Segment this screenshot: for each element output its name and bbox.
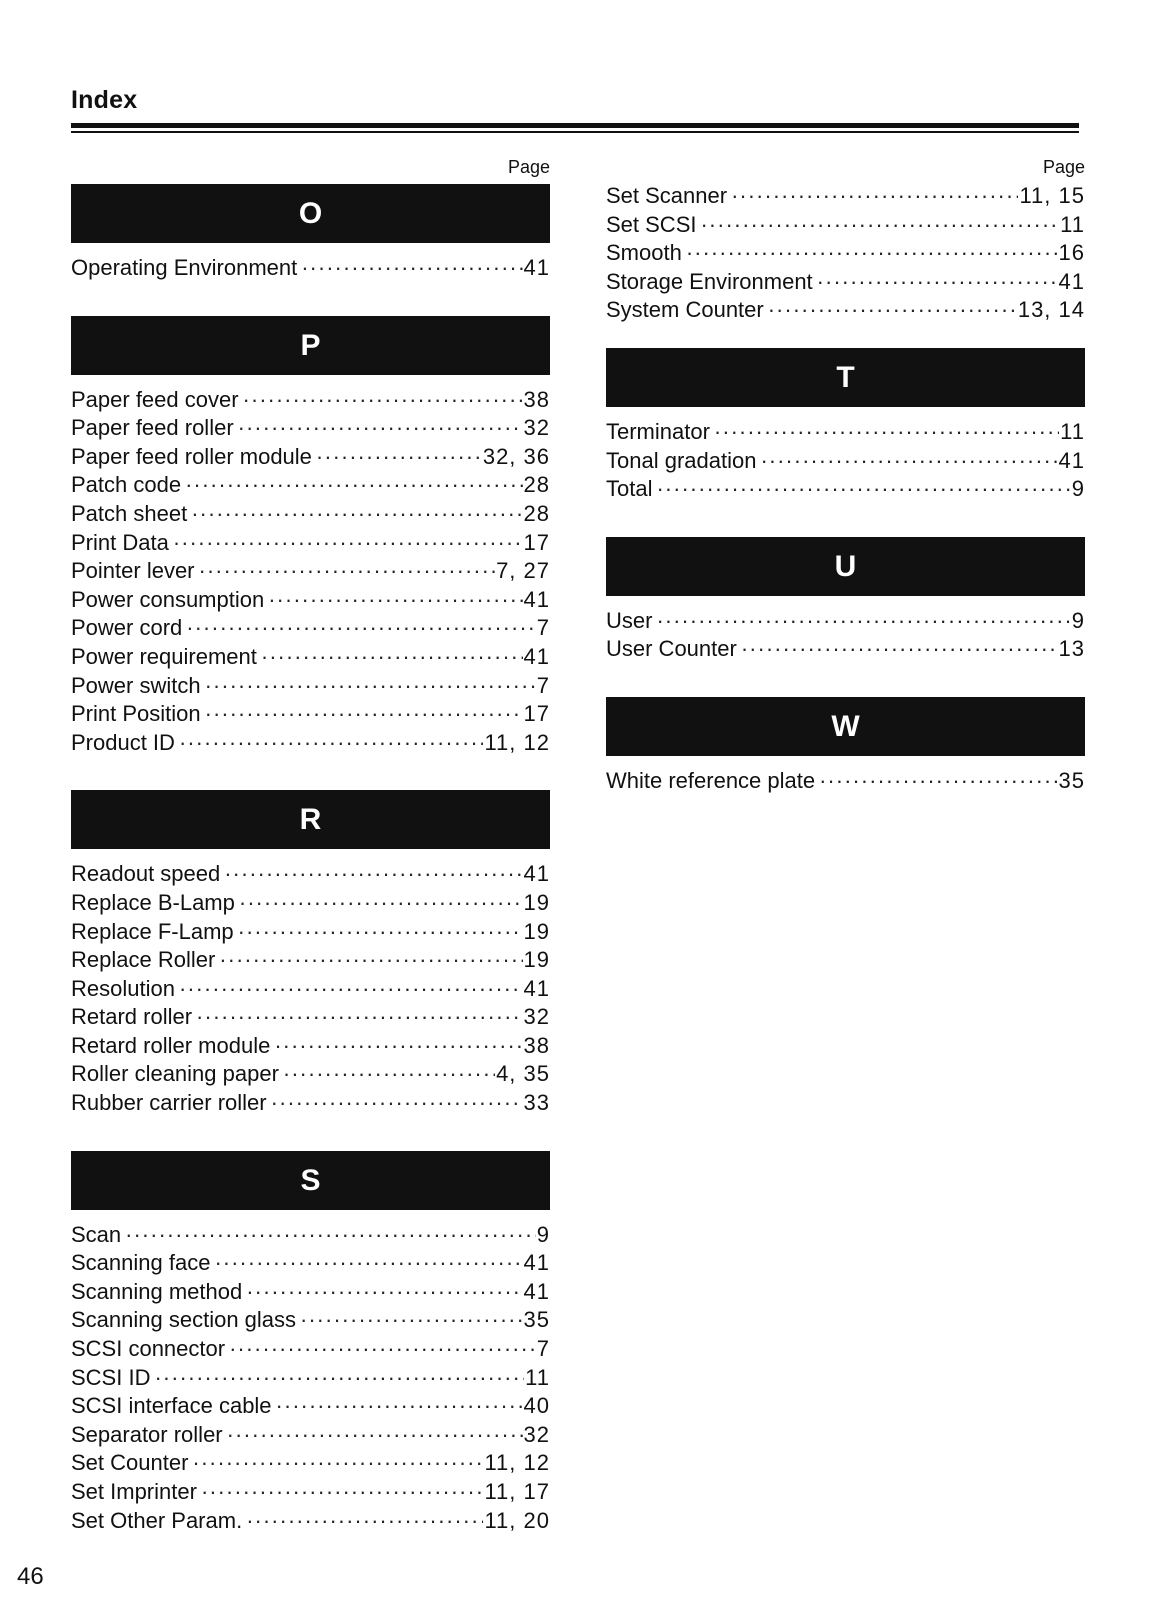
entry-term: Patch code <box>71 472 182 498</box>
entry-term: Readout speed <box>71 861 221 887</box>
entry-page: 11, 17 <box>484 1479 550 1504</box>
dot-leader <box>741 635 1058 664</box>
index-entry <box>71 586 550 615</box>
section-letter-heading: O <box>71 184 550 243</box>
entry-page: 32 <box>523 1004 550 1030</box>
section-letter-heading: W <box>606 697 1085 756</box>
entry-term: Scanning method <box>71 1278 243 1304</box>
section-letter-heading: S <box>71 1151 550 1210</box>
entry-term: Product ID <box>71 729 175 755</box>
entry-page: 11, 12 <box>484 1450 550 1476</box>
dot-leader <box>173 529 523 558</box>
page-title: Index <box>71 86 138 114</box>
dot-leader <box>656 475 1070 504</box>
index-entry <box>606 211 1085 240</box>
entry-page: 11 <box>1060 418 1085 444</box>
dot-leader <box>300 1306 522 1335</box>
dot-leader <box>656 607 1070 636</box>
index-entry <box>71 1507 550 1536</box>
entry-page: 11, 12 <box>484 729 550 755</box>
entry-term: Paper feed cover <box>71 386 239 412</box>
index-entry <box>71 1060 550 1089</box>
entry-term: Pointer lever <box>71 558 195 584</box>
entry-page: 41 <box>523 643 550 669</box>
dot-leader <box>714 418 1059 447</box>
entry-page: 19 <box>523 889 550 915</box>
entry-page: 7 <box>536 615 550 641</box>
entry-term: Set SCSI <box>606 211 697 237</box>
index-entry <box>71 1364 550 1393</box>
index-entry <box>71 500 550 529</box>
dot-leader <box>224 860 522 889</box>
entry-term: Replace B-Lamp <box>71 889 235 915</box>
index-entry <box>71 471 550 500</box>
index-entry <box>71 1221 550 1250</box>
entry-term: Patch sheet <box>71 500 188 526</box>
index-entry <box>71 1421 550 1450</box>
index-entry <box>71 918 550 947</box>
entry-page: 13 <box>1058 636 1085 662</box>
index-entry <box>606 607 1085 636</box>
entry-page: 19 <box>523 947 550 973</box>
dot-leader <box>179 729 484 758</box>
dot-leader <box>205 700 523 729</box>
entry-page: 7 <box>536 1336 550 1362</box>
dot-leader <box>274 1032 522 1061</box>
index-entry <box>71 529 550 558</box>
entry-term: Scan <box>71 1221 122 1247</box>
dot-leader <box>238 414 523 443</box>
entry-page: 9 <box>536 1221 550 1247</box>
entry-term: Scanning section glass <box>71 1307 297 1333</box>
index-entry <box>71 557 550 586</box>
index-entry <box>71 975 550 1004</box>
continued-entries <box>606 182 1085 325</box>
entry-page: 35 <box>523 1307 550 1333</box>
entry-term: Set Imprinter <box>71 1479 197 1504</box>
entry-page: 4, 35 <box>496 1061 550 1087</box>
entry-term: Power consumption <box>71 586 265 612</box>
entry-page: 11 <box>1060 211 1085 237</box>
entry-page: 41 <box>523 861 550 887</box>
page-column-label: Page <box>1042 157 1085 177</box>
section-gap <box>71 283 550 313</box>
index-entry <box>71 672 550 701</box>
section-letter-heading: T <box>606 348 1085 407</box>
entry-term: Operating Environment <box>71 255 298 280</box>
section-letter-heading: U <box>606 537 1085 596</box>
entry-term: Power switch <box>71 672 201 698</box>
header-rule-thin <box>71 131 1079 133</box>
index-entry <box>71 946 550 975</box>
entry-page: 7, 27 <box>496 558 550 584</box>
entry-term: Replace Roller <box>71 947 216 973</box>
dot-leader <box>201 1478 484 1507</box>
entry-term: Smooth <box>606 240 682 266</box>
entry-page: 38 <box>523 386 550 412</box>
index-entry <box>71 1089 550 1118</box>
index-entry <box>71 700 550 729</box>
entry-page: 35 <box>1058 767 1085 793</box>
index-entry <box>71 1306 550 1335</box>
entry-term: Set Scanner <box>606 183 728 208</box>
entry-term: Power cord <box>71 615 183 641</box>
entry-page: 41 <box>523 586 550 612</box>
entry-term: User <box>606 607 653 633</box>
entry-term: Print Position <box>71 701 201 727</box>
entry-page: 11, 15 <box>1019 183 1085 208</box>
index-entry <box>71 889 550 918</box>
entry-term: Rubber carrier roller <box>71 1090 267 1116</box>
dot-leader <box>731 182 1018 211</box>
entry-term: Terminator <box>606 418 710 444</box>
entry-page: 41 <box>523 1250 550 1276</box>
entry-term: SCSI ID <box>71 1364 151 1390</box>
entry-page: 41 <box>523 255 550 280</box>
index-entry <box>71 1335 550 1364</box>
entry-term: User Counter <box>606 636 737 662</box>
entry-term: Separator roller <box>71 1421 223 1447</box>
index-column-right <box>606 153 1085 796</box>
dot-leader <box>227 1421 523 1450</box>
dot-leader <box>239 889 523 918</box>
dot-leader <box>271 1089 523 1118</box>
index-entry <box>606 767 1085 796</box>
dot-leader <box>316 443 482 472</box>
index-column-left <box>71 153 550 1535</box>
page-number: 46 <box>17 1563 44 1590</box>
index-entry <box>71 643 550 672</box>
index-entry <box>606 418 1085 447</box>
section-gap <box>606 664 1085 694</box>
entry-term: Resolution <box>71 975 175 1001</box>
section-letter-heading: P <box>71 316 550 375</box>
entry-term: Replace F-Lamp <box>71 918 234 944</box>
section-gap <box>71 757 550 787</box>
entry-page: 28 <box>523 472 550 498</box>
index-entry <box>71 254 550 283</box>
dot-leader <box>243 386 523 415</box>
dot-leader <box>246 1507 483 1536</box>
section-gap <box>606 325 1085 345</box>
section-letter-heading: R <box>71 790 550 849</box>
entry-term: Print Data <box>71 529 169 555</box>
index-entry <box>606 635 1085 664</box>
index-entry <box>71 414 550 443</box>
index-entry <box>606 447 1085 476</box>
index-entry <box>71 1478 550 1507</box>
index-entry <box>71 443 550 472</box>
dot-leader <box>205 672 536 701</box>
entry-page: 9 <box>1071 476 1085 502</box>
dot-leader <box>261 643 523 672</box>
index-entry <box>71 1003 550 1032</box>
dot-leader <box>819 767 1057 796</box>
entry-term: Retard roller <box>71 1004 193 1030</box>
entry-page: 16 <box>1058 240 1085 266</box>
section-gap <box>606 504 1085 534</box>
index-entry <box>71 1278 550 1307</box>
entry-term: SCSI interface cable <box>71 1393 272 1419</box>
dot-leader <box>276 1392 523 1421</box>
entry-page: 9 <box>1071 607 1085 633</box>
entry-page: 33 <box>523 1090 550 1116</box>
index-entry <box>71 1449 550 1478</box>
index-entry <box>606 268 1085 297</box>
dot-leader <box>768 296 1017 325</box>
entry-page: 11 <box>525 1364 550 1390</box>
dot-leader <box>125 1221 536 1250</box>
page-column-label: Page <box>507 157 550 177</box>
entry-term: Paper feed roller <box>71 415 234 441</box>
dot-leader <box>700 211 1059 240</box>
entry-page: 41 <box>1058 447 1085 473</box>
entry-page: 7 <box>536 672 550 698</box>
entry-term: Set Other Param. <box>71 1507 243 1533</box>
entry-term: Retard roller module <box>71 1032 271 1058</box>
entry-term: Tonal gradation <box>606 447 757 473</box>
index-entry <box>71 386 550 415</box>
entry-term: System Counter <box>606 297 764 323</box>
section-gap <box>71 1118 550 1148</box>
entry-page: 19 <box>523 918 550 944</box>
header-rule-thick <box>71 123 1079 128</box>
index-entry <box>71 729 550 758</box>
dot-leader <box>817 268 1058 297</box>
entry-term: Storage Environment <box>606 268 813 294</box>
entry-page: 11, 20 <box>484 1507 550 1533</box>
entry-term: SCSI connector <box>71 1336 226 1362</box>
index-entry <box>71 1032 550 1061</box>
entry-page: 41 <box>1058 268 1085 294</box>
entry-term: Roller cleaning paper <box>71 1061 279 1087</box>
entry-page: 32, 36 <box>482 443 550 469</box>
dot-leader <box>191 500 522 529</box>
entry-term: Set Counter <box>71 1450 189 1476</box>
entry-page: 28 <box>523 500 550 526</box>
entry-page: 41 <box>523 975 550 1001</box>
entry-page: 38 <box>523 1032 550 1058</box>
dot-leader <box>760 447 1057 476</box>
dot-leader <box>686 239 1058 268</box>
entry-page: 17 <box>523 529 550 555</box>
entry-page: 13, 14 <box>1017 297 1085 323</box>
dot-leader <box>199 557 496 586</box>
dot-leader <box>301 254 522 283</box>
dot-leader <box>246 1278 522 1307</box>
entry-term: Power requirement <box>71 643 257 669</box>
index-entry <box>71 1249 550 1278</box>
entry-page: 40 <box>523 1393 550 1419</box>
entry-term: Total <box>606 476 653 502</box>
index-entry <box>606 296 1085 325</box>
dot-leader <box>192 1449 483 1478</box>
entry-term: White reference plate <box>606 767 816 793</box>
index-entry <box>71 614 550 643</box>
entry-term: Paper feed roller module <box>71 443 312 469</box>
dot-leader <box>283 1060 495 1089</box>
dot-leader <box>179 975 523 1004</box>
entry-page: 17 <box>523 701 550 727</box>
entry-page: 32 <box>523 415 550 441</box>
dot-leader <box>186 614 535 643</box>
dot-leader <box>196 1003 522 1032</box>
entry-page: 32 <box>523 1421 550 1447</box>
dot-leader <box>219 946 522 975</box>
entry-page: 41 <box>523 1278 550 1304</box>
dot-leader <box>154 1364 524 1393</box>
index-entry <box>71 860 550 889</box>
index-entry <box>71 1392 550 1421</box>
dot-leader <box>238 918 523 947</box>
dot-leader <box>214 1249 522 1278</box>
index-entry <box>606 475 1085 504</box>
dot-leader <box>268 586 522 615</box>
dot-leader <box>229 1335 536 1364</box>
entry-term: Scanning face <box>71 1250 211 1276</box>
dot-leader <box>185 471 522 500</box>
index-entry <box>606 182 1085 211</box>
index-entry <box>606 239 1085 268</box>
